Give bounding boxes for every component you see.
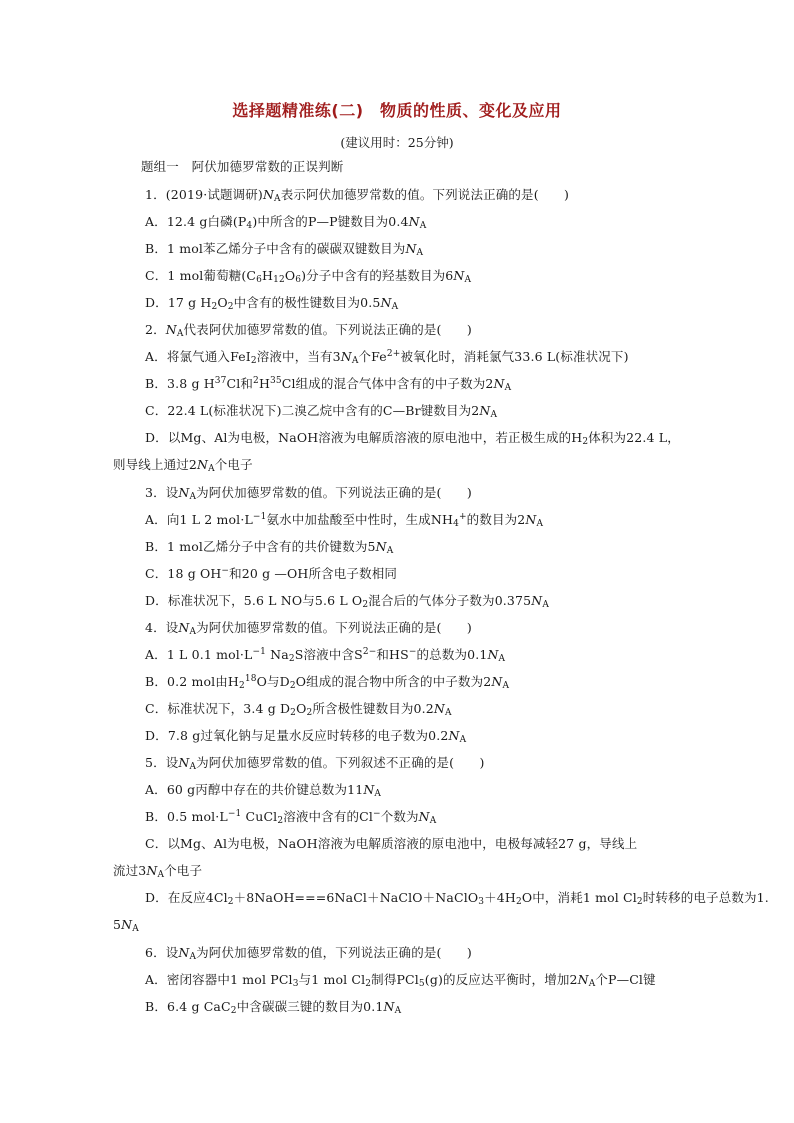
answer-option: D．标准状况下，5.6 L NO与5.6 L $O_2$混合后的气体分子数为$0.375N_A$ bbox=[145, 593, 549, 610]
question-stem: 6．设$N_A$为阿伏加德罗常数的值，下列说法正确的是( ) bbox=[145, 945, 472, 962]
answer-option-continued: 流过$3N_A$个电子 bbox=[113, 863, 203, 880]
answer-option: C．标准状况下，3.4 g $D_2O_2$所含极性键数目为$0.2N_A$ bbox=[145, 701, 452, 718]
answer-option: B．3.8 g $H^{37}Cl$和$^2H^{35}Cl$组成的混合气体中含有的中子数为$2N_A$ bbox=[145, 376, 512, 393]
answer-option: A．密闭容器中1 mol PCl$_3$与1 mol $Cl_2$制得PCl$_5$(g)的反应达平衡时，增加$2N_A$个P—Cl键 bbox=[145, 972, 656, 989]
answer-option: C．以Mg、Al为电极，NaOH溶液为电解质溶液的原电池中，电极每减轻27 g，导线上 bbox=[145, 836, 638, 851]
page-title: 选择题精准练(二) 物质的性质、变化及应用 bbox=[232, 101, 562, 120]
answer-option: C．22.4 L(标准状况下)二溴乙烷中含有的C—Br键数目为$2N_A$ bbox=[145, 403, 498, 420]
answer-option-continued: 则导线上通过$2N_A$个电子 bbox=[113, 457, 253, 474]
question-stem: 5．设$N_A$为阿伏加德罗常数的值。下列叙述不正确的是( ) bbox=[145, 755, 485, 772]
answer-option: A．60 g丙醇中存在的共价键总数为$11N_A$ bbox=[145, 782, 382, 799]
group-heading: 题组一 阿伏加德罗常数的正误判断 bbox=[141, 159, 344, 174]
answer-option: A．将氯气通入FeI$_2$溶液中，当有$3N_A$个$Fe^{2+}$被氧化时，消耗氯气33.6 L(标准状况下) bbox=[145, 349, 629, 366]
question-stem: 2．$N_A$代表阿伏加德罗常数的值。下列说法正确的是( ) bbox=[145, 322, 472, 339]
question-stem: 4．设$N_A$为阿伏加德罗常数的值。下列说法正确的是( ) bbox=[145, 620, 472, 637]
answer-option: A．12.4 g白磷$(P_4)$中所含的P—P键数目为$0.4N_A$ bbox=[145, 214, 427, 231]
answer-option: A．向1 L 2 $mol\cdot L^{-1}$氨水中加盐酸至中性时，生成$NH_4^+$的数目为$2N_A$ bbox=[145, 512, 544, 529]
answer-option: B．1 mol乙烯分子中含有的共价键数为$5N_A$ bbox=[145, 539, 394, 556]
question-stem: 3．设$N_A$为阿伏加德罗常数的值。下列说法正确的是( ) bbox=[145, 485, 472, 502]
answer-option: B．1 mol苯乙烯分子中含有的碳碳双键数目为$N_A$ bbox=[145, 241, 424, 258]
time-note: (建议用时：25分钟) bbox=[340, 135, 454, 150]
answer-option: B．6.4 g CaC$_2$中含碳碳三键的数目为$0.1N_A$ bbox=[145, 999, 402, 1016]
question-stem: 1．(2019·试题调研)$N_A$表示阿伏加德罗常数的值。下列说法正确的是( ) bbox=[145, 187, 570, 204]
answer-option: D．7.8 g过氧化钠与足量水反应时转移的电子数为$0.2N_A$ bbox=[145, 728, 467, 745]
answer-option-continued: $5N_A$ bbox=[113, 917, 139, 934]
answer-option: B．0.5 $mol\cdot L^{-1}$ CuCl$_2$溶液中含有的Cl−个数为$N_A$ bbox=[145, 809, 437, 826]
answer-option: C．18 g OH−和20 g —OH所含电子数相同 bbox=[145, 566, 398, 581]
answer-option: C．1 mol葡萄糖$(C_6H_{12}O_6)$分子中含有的羟基数目为$6N_A$ bbox=[145, 268, 472, 285]
answer-option: D．在反应$4Cl_2+8NaOH===6NaCl+NaClO+NaClO_3+4H_2O$中，消耗1 mol $Cl_2$时转移的电子总数为1. bbox=[145, 890, 769, 907]
answer-option: B．0.2 mol由$H_2^{18}O$与$D_2O$组成的混合物中所含的中子数为$2N_A$ bbox=[145, 674, 510, 691]
answer-option: D．以Mg、Al为电极，NaOH溶液为电解质溶液的原电池中，若正极生成的$H_2$体积为22.4 L， bbox=[145, 430, 680, 447]
answer-option: D．17 g $H_2O_2$中含有的极性键数目为$0.5N_A$ bbox=[145, 295, 399, 312]
answer-option: A．1 L 0.1 $mol\cdot L^{-1}$ $Na_2S$溶液中含$S^{2-}$和HS−的总数为$0.1N_A$ bbox=[145, 647, 506, 664]
